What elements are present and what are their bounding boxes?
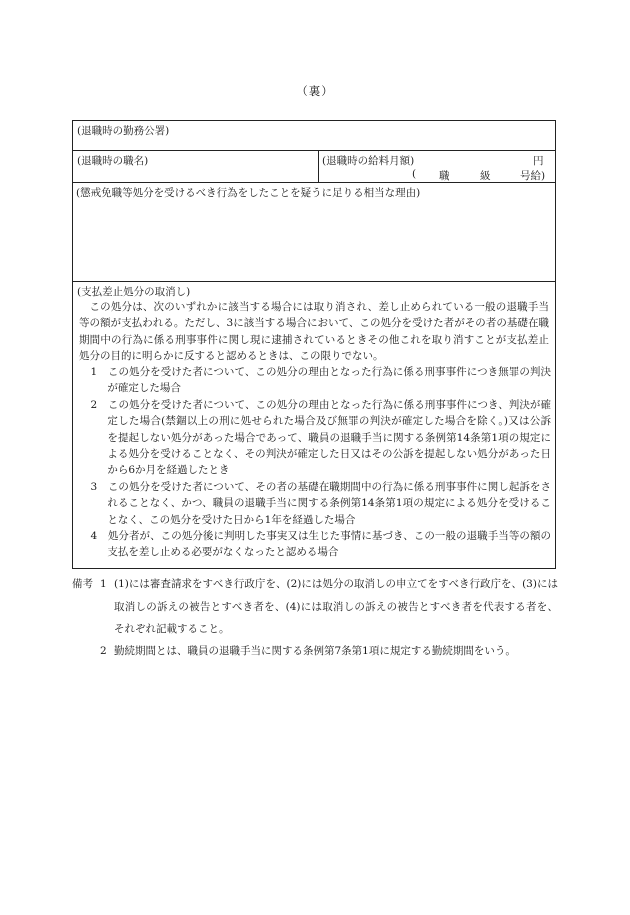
note-text: 勤続期間とは、職員の退職手当に関する条例第7条第1項に規定する勤続期間をいう。 — [114, 645, 516, 657]
form-table — [72, 120, 556, 569]
page-heading: （裏） — [296, 84, 334, 98]
note-item-2 — [72, 640, 558, 663]
rescind-item-2 — [79, 397, 551, 478]
rescind-title: (支払差止処分の取消し) — [77, 286, 191, 298]
note-number: 2 — [100, 645, 107, 657]
grade-open-paren: ( — [412, 168, 417, 180]
salary-unit: 円 — [533, 155, 544, 167]
reason-row — [73, 182, 555, 281]
column-divider — [318, 151, 319, 182]
item-text: 処分者が、この処分後に判明した事実又は生じた事情に基づき、この一般の退職手当等の額の支払を差し止める必要がなくなったと認める場合 — [107, 530, 551, 559]
rescind-intro: この処分は、次のいずれかに該当する場合には取り消され、差し止められている一般の退職手当等の額が支払われる。ただし、3に該当する場合において、この処分を受けた者がその者の基礎在職期間中の行為に係る刑事事件に関し現に逮捕されているときその他これを取り消すことが支払差止処分の目的に明らかに反すると認めるときは、この限りでない。 — [79, 301, 549, 362]
item-text: この処分を受けた者について、その者の基礎在職期間中の行為に係る刑事事件に関し起訴をされることなく、かつ、職員の退職手当に関する条例第14条第1項の規定による処分を受けることなく、この処分を受けた日から1年を経過した場合 — [107, 481, 551, 526]
item-text: この処分を受けた者について、この処分の理由となった行為に係る刑事事件につき無罪の判決が確定した場合 — [107, 366, 551, 395]
note-number: 1 — [100, 578, 107, 590]
rescind-item-4 — [79, 528, 551, 561]
office-label: (退職時の勤務公署) — [77, 125, 170, 137]
item-text: この処分を受けた者について、この処分の理由となった行為に係る刑事事件につき、判決が確定した場合(禁錮以上の刑に処せられた場合及び無罪の判決が確定した場合を除く。)又は公訴を提起しない処分があった場合であって、職員の退職手当に関する条例第14条第1項の規定による処分を受けることなく、その判決が確定した日又はその公訴を提起しない処分があった日から6か月を経過したとき — [107, 399, 551, 477]
item-number: 2 — [90, 399, 98, 411]
position-salary-row — [73, 150, 555, 182]
note-text: (1)には審査請求をすべき行政庁を、(2)には処分の取消しの申立てをすべき行政庁を、(3)には取消しの訴えの被告とすべき者を、(4)には取消しの訴えの被告とすべき者を代表する者を、それぞれ記載すること。 — [114, 578, 558, 635]
reason-label: (懲戒免職等処分を受けるべき行為をしたことを疑うに足りる相当な理由) — [76, 187, 421, 199]
rescind-section — [73, 281, 555, 568]
grade-label: 職 — [439, 170, 450, 182]
salary-label: (退職時の給料月額) — [322, 155, 415, 167]
grade-unit: 級 — [480, 170, 491, 182]
item-number: 3 — [90, 481, 98, 493]
rescind-item-3 — [79, 479, 551, 528]
item-number: 4 — [90, 530, 98, 542]
position-label: (退職時の職名) — [77, 155, 149, 167]
rescind-item-1 — [79, 364, 551, 397]
note-item-1 — [72, 573, 558, 641]
notes-label: 備考 — [72, 578, 93, 590]
number-label: 号給) — [520, 170, 546, 182]
item-number: 1 — [90, 366, 98, 378]
